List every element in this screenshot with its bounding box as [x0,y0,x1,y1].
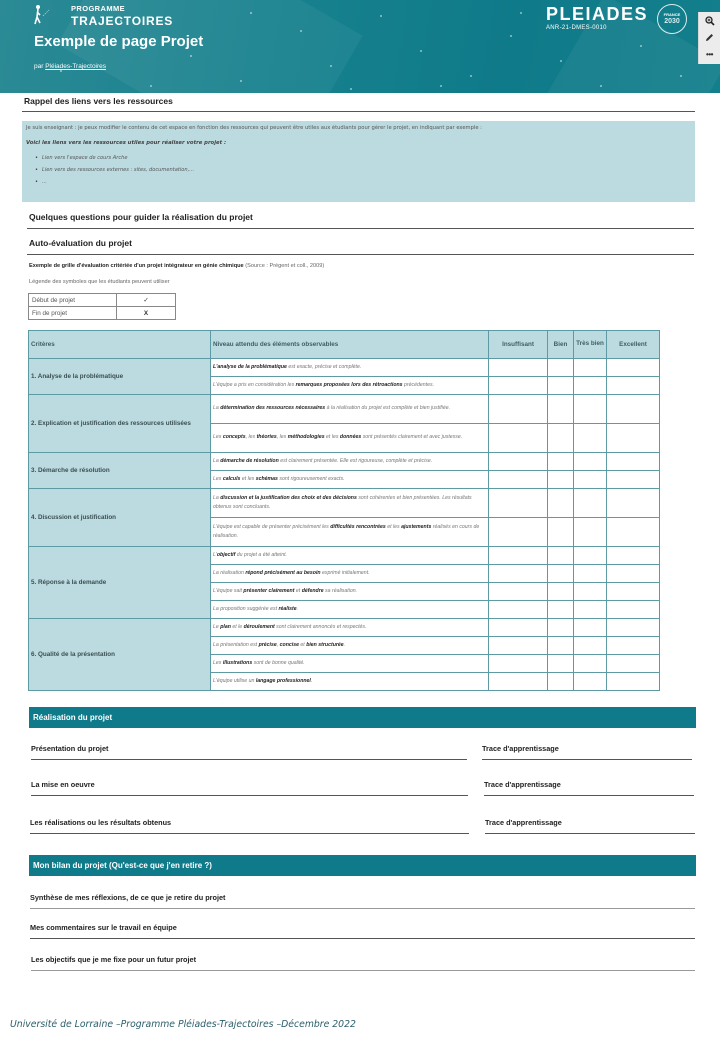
star-decor [420,50,422,52]
description-text: Les [213,475,223,482]
legend-row [29,294,176,307]
description-text: sont clairement annoncés et respectés. [274,623,367,630]
france-year: 2030 [664,17,680,25]
star-decor [190,55,192,57]
criterion-description [211,637,489,655]
rating-cell-insufficient[interactable] [489,583,548,601]
rubric-row [29,619,660,637]
text-field-presentation[interactable] [31,759,467,760]
field-label: Mes commentaires sur le travail en équipe [30,923,177,932]
description-text: La [213,494,221,501]
emphasis-text: réaliste [278,605,297,612]
description-text: , les [276,434,288,441]
caption-title: Exemple de grille d'évaluation critériée d'un projet intégrateur en génie chimique [29,263,244,269]
description-text: La présentation est [213,641,259,648]
emphasis-text: répond précisément au besoin [245,569,321,576]
description-text: L' [213,551,217,558]
emphasis-text: théories [256,434,277,441]
emphasis-text: défendre [301,587,324,594]
rating-cell-excellent[interactable] [607,673,660,691]
rating-cell-very-good[interactable] [574,619,607,637]
trace-label: Trace d'apprentissage [485,818,562,827]
description-text: La [213,405,221,412]
resources-intro: Je suis enseignant : je peux modifier le contenu de cet espace en fonction des ressources qui peuvent être utiles aux étudiants pour gérer le projet, en indiquant par exemple : [26,125,482,131]
description-text: et [298,641,307,648]
page-footer: Université de Lorraine –Programme Pléiades-Trajectoires –Décembre 2022 [10,1019,356,1030]
rating-cell-insufficient[interactable] [489,619,548,637]
emphasis-text: méthodologies [287,434,325,441]
text-field-synthese[interactable] [30,908,695,909]
rating-cell-excellent[interactable] [607,377,660,395]
byline [34,63,106,70]
criterion-label: 4. Discussion et justification [29,489,211,547]
criterion-description [211,395,489,424]
rubric-row [29,547,660,565]
trace-field[interactable] [484,795,694,796]
rating-cell-very-good[interactable] [574,673,607,691]
description-text: et les [240,475,256,482]
criterion-description [211,471,489,489]
trace-label: Trace d'apprentissage [484,780,561,789]
emphasis-text: L'analyse de la problématique [213,363,287,370]
description-text: La réalisation [213,569,246,576]
description-text: exprimé initialement. [320,569,370,576]
rating-cell-insufficient[interactable] [489,471,548,489]
emphasis-text: remarques proposées lors des rétroactions [295,381,403,388]
criterion-description [211,655,489,673]
rating-cell-very-good[interactable] [574,655,607,673]
description-text: est clairement présentée. Elle est rigoureuse, complète et précise. [278,457,433,464]
description-text: et le [230,623,244,630]
criterion-description [211,583,489,601]
criterion-description [211,518,489,547]
description-text: L'équipe a pris en considération les [213,381,296,388]
description-text: et les [324,434,340,441]
page-title: Exemple de page Projet [34,33,204,50]
description-text: est exacte, précise et complète. [286,363,362,370]
author-link[interactable]: Pléiades-Trajectoires [45,63,107,70]
rating-cell-good[interactable] [548,471,574,489]
trace-field[interactable] [482,759,692,760]
description-text: sont présentés clairement et avec justesse. [361,434,463,441]
resources-lead: Voici les liens vers les ressources utiles pour réaliser votre projet : [26,140,227,146]
criterion-label: 2. Explication et justification des ressources utilisées [29,395,211,453]
rating-cell-excellent[interactable] [607,453,660,471]
col-header-criteria: Critères [29,331,211,359]
rating-cell-good[interactable] [548,601,574,619]
divider [27,228,694,229]
rating-cell-good[interactable] [548,377,574,395]
criterion-label: 3. Démarche de résolution [29,453,211,489]
emphasis-text: plan [220,623,231,630]
col-header-level: Niveau attendu des éléments observables [211,331,489,359]
emphasis-text: détermination des ressources nécessaires [220,405,326,412]
rating-cell-insufficient[interactable] [489,359,548,377]
description-text: . [310,677,313,684]
rating-cell-good[interactable] [548,565,574,583]
description-text: sa réalisation. [323,587,358,594]
rating-cell-very-good[interactable] [574,601,607,619]
caption-source: (Source : Prégent et coll., 2009) [245,263,325,269]
pleiades-logo [546,5,648,31]
criterion-description [211,489,489,518]
rating-cell-very-good[interactable] [574,637,607,655]
emphasis-text: schémas [255,475,278,482]
criterion-description [211,424,489,453]
rating-cell-insufficient[interactable] [489,547,548,565]
legend-label-cell: Fin de projet [29,307,117,320]
description-text: La [213,457,221,464]
rating-cell-good[interactable] [548,637,574,655]
legend-row [29,307,176,320]
emphasis-text: précise [258,641,277,648]
field-label: La mise en oeuvre [31,780,95,789]
emphasis-text: objectif [216,551,236,558]
bilan-band: Mon bilan du projet (Qu'est-ce que j'en retire ?) [29,855,696,876]
rating-cell-good[interactable] [548,583,574,601]
star-decor [600,85,602,87]
field-label: Les réalisations ou les résultats obtenus [30,818,172,827]
rating-cell-excellent[interactable] [607,655,660,673]
questions-heading: Quelques questions pour guider la réalisation du projet [29,212,253,222]
rubric-header-row [29,331,660,359]
rating-cell-excellent[interactable] [607,565,660,583]
star-decor [330,65,332,67]
criterion-description [211,359,489,377]
criterion-description [211,673,489,691]
emphasis-text: présenter clairement [243,587,295,594]
rating-cell-very-good[interactable] [574,395,607,424]
byline-prefix: par [34,63,44,70]
rating-cell-insufficient[interactable] [489,565,548,583]
col-header-very-good: Très bien [574,331,607,359]
emphasis-text: difficultés rencontrées [330,523,386,530]
star-decor [510,35,512,37]
description-text: et [294,587,302,594]
rating-cell-insufficient[interactable] [489,453,548,471]
divider [22,111,695,112]
rating-cell-good[interactable] [548,424,574,453]
divider [27,254,694,255]
emphasis-text: déroulement [243,623,275,630]
description-text: réalisés en cours de réalisation. [213,523,480,539]
rating-cell-very-good[interactable] [574,424,607,453]
rating-cell-good[interactable] [548,395,574,424]
rating-cell-excellent[interactable] [607,395,660,424]
criterion-description [211,601,489,619]
resources-list [26,155,691,185]
emphasis-text: bien structurée [306,641,344,648]
description-text: précédentes. [402,381,435,388]
rating-cell-excellent[interactable] [607,619,660,637]
rating-cell-very-good[interactable] [574,359,607,377]
rating-cell-good[interactable] [548,359,574,377]
resources-box [22,121,695,202]
criterion-label: 6. Qualité de la présentation [29,619,211,691]
rating-cell-excellent[interactable] [607,424,660,453]
realisation-band: Réalisation du projet [29,707,696,728]
rating-cell-insufficient[interactable] [489,601,548,619]
emphasis-text: données [339,434,362,441]
partner-code: ANR-21-DMES-0010 [546,25,607,31]
rating-cell-insufficient[interactable] [489,518,548,547]
rating-cell-good[interactable] [548,673,574,691]
rating-cell-very-good[interactable] [574,489,607,518]
resource-link: • ... [36,179,691,185]
description-text: , les [245,434,257,441]
rating-cell-very-good[interactable] [574,453,607,471]
rating-cell-very-good[interactable] [574,547,607,565]
field-label: Présentation du projet [31,744,109,753]
description-text: Les [213,659,223,666]
rating-cell-excellent[interactable] [607,547,660,565]
rating-cell-good[interactable] [548,655,574,673]
rubric-row [29,359,660,377]
emphasis-text: discussion et la justification des choix et des décisions [220,494,357,501]
description-text: à la réalisation du projet est complète et bien justifiée. [325,405,451,412]
resource-link[interactable]: • Lien vers l'espace de cours Arche [36,155,691,161]
evaluation-rubric [28,330,660,691]
rating-cell-excellent[interactable] [607,601,660,619]
star-decor [470,75,472,77]
star-decor [240,80,242,82]
rubric-row [29,489,660,518]
rating-cell-very-good[interactable] [574,377,607,395]
description-text: Le [213,623,221,630]
text-field-commentaires[interactable] [30,938,695,939]
criterion-description [211,547,489,565]
brand-name: TRAJECTOIRES [71,13,174,28]
rubric-row [29,453,660,471]
criterion-description [211,377,489,395]
rating-cell-very-good[interactable] [574,565,607,583]
star-decor [150,85,152,87]
rating-cell-good[interactable] [548,518,574,547]
rubric-caption [29,263,324,269]
col-header-insufficient: Insuffisant [489,331,548,359]
criterion-description [211,453,489,471]
page-banner [0,0,720,93]
text-field-mise-en-oeuvre[interactable] [31,795,468,796]
rating-cell-good[interactable] [548,489,574,518]
star-decor [60,70,62,72]
rating-cell-insufficient[interactable] [489,424,548,453]
emphasis-text: concepts [222,434,246,441]
rating-cell-very-good[interactable] [574,471,607,489]
rating-cell-excellent[interactable] [607,359,660,377]
trace-field[interactable] [485,833,695,834]
france2030-logo [657,4,687,34]
description-text: , [276,641,280,648]
more-icon[interactable]: ••• [706,50,713,59]
trace-label: Trace d'apprentissage [482,744,559,753]
description-text: L'équipe est capable de présenter précisément les [213,523,331,530]
rating-cell-good[interactable] [548,547,574,565]
zoom-icon[interactable] [699,12,720,29]
rating-cell-very-good[interactable] [574,583,607,601]
rating-cell-excellent[interactable] [607,518,660,547]
rating-cell-excellent[interactable] [607,583,660,601]
self-eval-heading: Auto-évaluation du projet [29,238,132,248]
emphasis-text: langage professionnel [255,677,311,684]
walking-person-icon [33,4,51,28]
star-decor [300,30,302,32]
star-decor [520,12,522,14]
partner-name: PLEIADES [546,4,649,24]
rating-cell-insufficient[interactable] [489,673,548,691]
description-text: . [296,605,299,612]
description-text: sont de bonne qualité. [252,659,305,666]
description-text: Les [213,434,223,441]
emphasis-text: calculs [222,475,241,482]
col-header-excellent: Excellent [607,331,660,359]
france-label: FRANCE [663,12,681,17]
criterion-label: 1. Analyse de la problématique [29,359,211,395]
criterion-description [211,565,489,583]
description-text: La proposition suggérée est [213,605,279,612]
legend-label-cell: Début de projet [29,294,117,307]
symbol-legend [28,293,176,320]
emphasis-text: concise [279,641,299,648]
rating-cell-insufficient[interactable] [489,395,548,424]
resource-link[interactable]: • Lien vers des ressources externes : sites, documentation,... [36,167,691,173]
col-header-good: Bien [548,331,574,359]
rating-cell-insufficient[interactable] [489,655,548,673]
description-text: . [343,641,346,648]
rating-cell-good[interactable] [548,453,574,471]
page-tools [698,12,720,64]
field-label: Les objectifs que je me fixe pour un futur projet [31,955,197,964]
star-decor [560,60,562,62]
checkmark-icon: ✓ [117,294,176,307]
star-decor [640,45,642,47]
star-decor [440,85,442,87]
rating-cell-insufficient[interactable] [489,489,548,518]
description-text: L'équipe utilise un [213,677,256,684]
brand-program: PROGRAMME [71,4,126,14]
description-text: L'équipe sait [213,587,244,594]
pencil-icon[interactable] [699,29,720,46]
description-text: sont rigoureusement exacts. [277,475,345,482]
cross-icon: X [117,307,176,320]
star-decor [350,88,352,90]
star-decor [250,12,252,14]
rating-cell-excellent[interactable] [607,637,660,655]
criterion-label: 5. Réponse à la demande [29,547,211,619]
rating-cell-excellent[interactable] [607,471,660,489]
rubric-row [29,395,660,424]
text-field-objectifs[interactable] [31,970,695,971]
rating-cell-good[interactable] [548,619,574,637]
criterion-description [211,619,489,637]
rating-cell-excellent[interactable] [607,489,660,518]
description-text: sont cohérentes et bien présentées. Les résultats obtenus sont concluants. [213,494,472,510]
rating-cell-insufficient[interactable] [489,377,548,395]
emphasis-text: ajustements [401,523,432,530]
emphasis-text: démarche de résolution [220,457,279,464]
legend-label: Légende des symboles que les étudiants peuvent utiliser [29,279,170,285]
rating-cell-very-good[interactable] [574,518,607,547]
description-text: et les [385,523,402,530]
text-field-resultats[interactable] [30,833,469,834]
rating-cell-insufficient[interactable] [489,637,548,655]
program-logo [33,4,173,28]
field-label: Synthèse de mes réflexions, de ce que je retire du projet [30,893,226,902]
star-decor [380,15,382,17]
resources-heading: Rappel des liens vers les ressources [24,96,173,106]
description-text: du projet a été atteint. [235,551,287,558]
star-decor [680,75,682,77]
emphasis-text: illustrations [222,659,253,666]
